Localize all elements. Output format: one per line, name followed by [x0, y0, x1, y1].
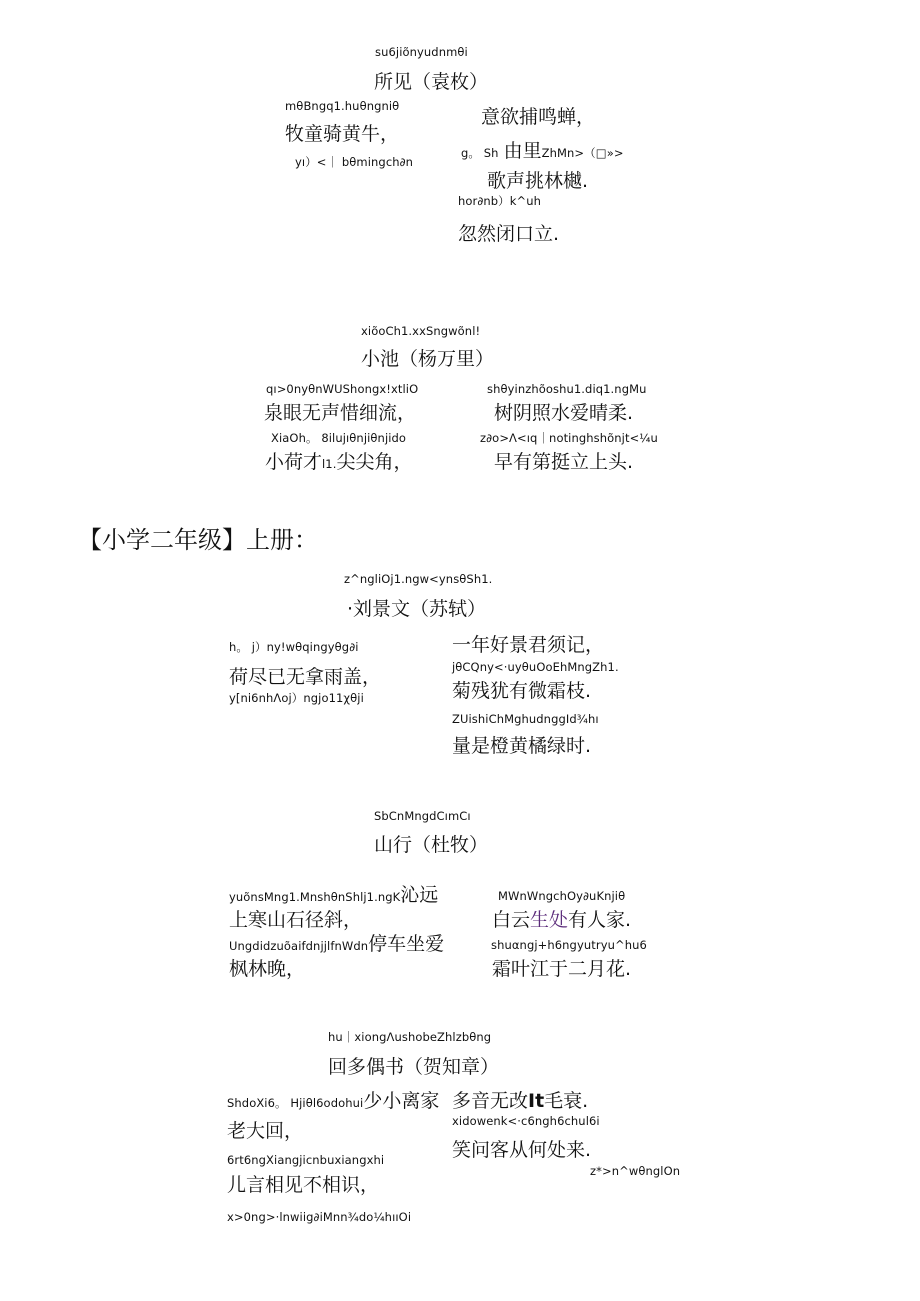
- poem2-pinyin-a: qı>0nyθnWUShongx!xtliO: [266, 382, 419, 396]
- poem1-title: 所见（袁枚）: [374, 71, 489, 93]
- poem1-pinyin-b: yı）<｜ bθmingch∂n: [295, 155, 414, 169]
- poem4-title-pinyin: SbCnMngdCımCı: [374, 809, 471, 823]
- poem3-pinyin-a: h。 j）ny!wθqingyθg∂i: [229, 640, 359, 654]
- poem4-pinyin-a: yuõnsMng1.MnshθnShlj1.ngK: [229, 890, 401, 904]
- poem4-pinyin-c: UngdidzuõaifdnjjlfnWdn: [229, 939, 369, 953]
- poem3-pinyin-b: y[ni6nhΛoj）ngjo11χθji: [229, 691, 364, 705]
- poem2-line-a: 泉眼无声惜细流，: [264, 402, 417, 424]
- poem2-title: 小池（杨万里）: [361, 348, 495, 370]
- poem5-line-c: 笑问客从何处来.: [452, 1139, 592, 1161]
- poem4-line-d: 霜叶江于二月花.: [492, 958, 632, 980]
- poem5-line-d: 儿言相见不相识，: [227, 1174, 380, 1196]
- poem1-line-c-big: 由里: [503, 140, 542, 162]
- poem3-line-a: 荷尽已无拿雨盖，: [229, 666, 382, 688]
- poem5-pinyin-e: z*>n^wθnglOn: [590, 1164, 681, 1178]
- poem1-line-b: 意欲捕鸣蝉，: [481, 106, 596, 128]
- poem1-line-d: 歌声挑林樾.: [487, 170, 589, 192]
- poem2-pinyin-b: shθyinzhõoshu1.diq1.ngMu: [487, 382, 647, 396]
- poem5-line-b: [452, 1092, 588, 1111]
- poem2-line-d: 早有第挺立上头.: [494, 451, 634, 473]
- poem3-pinyin-d: ZUishiChMghudnggId¾hı: [452, 712, 599, 726]
- poem2-line-c-part1: 小荷才: [265, 451, 323, 473]
- poem1-line-a: 牧童骑黄牛，: [285, 123, 400, 145]
- poem4-pinyin-c-row: [229, 935, 444, 954]
- poem3-pinyin-c: jθCQny<·uyθuOoEhMngZh1.: [452, 660, 619, 674]
- poem1-pinyin-e: hor∂nb）k^uh: [458, 194, 542, 208]
- poem5-pinyin-a: ShdoXi6。 Hjiθl6odohui: [227, 1096, 364, 1110]
- poem3-line-c: 菊残犹有微霜枝.: [452, 680, 592, 702]
- poem5-pinyin-a-row: [227, 1092, 439, 1111]
- poem4-pinyin-d: shuαngj+h6ngyutryu^hu6: [491, 938, 647, 952]
- poem1-line-c: [461, 142, 624, 161]
- poem2-pinyin-c: XiaOh。 8ilujıθnjiθnjido: [271, 431, 407, 445]
- poem1-line-c-suffix: ZhMn>（□»>: [541, 146, 624, 160]
- poem5-line-b-bold: It: [528, 1090, 545, 1112]
- poem3-title: ·刘景文（苏轼）: [347, 598, 487, 620]
- poem3-title-pinyin: z^ngliOj1.ngw<ynsθSh1.: [344, 572, 493, 586]
- poem4-line-b-part2: 有人家.: [568, 909, 632, 931]
- poem5-title: 回多偶书（贺知章）: [328, 1056, 500, 1078]
- poem1-title-pinyin: su6jiõnyudnmθi: [375, 45, 468, 59]
- poem4-line-b-part1: 白云: [492, 909, 531, 931]
- poem3-line-d: 量是橙黄橘绿时.: [452, 735, 592, 757]
- section-heading: 【小学二年级】上册：: [78, 526, 318, 554]
- poem5-pinyin-a-cn: 少小离家: [363, 1090, 440, 1112]
- poem2-line-c-small: l1.: [322, 457, 337, 471]
- poem2-title-pinyin: xiõoCh1.xxSngwõnl!: [361, 324, 481, 338]
- poem5-pinyin-b: xidowenk<·c6ngh6chul6i: [452, 1114, 600, 1128]
- poem5-line-b-part1: 多音无改: [452, 1090, 529, 1112]
- poem2-line-b: 树阴照水爱晴柔.: [494, 402, 634, 424]
- poem5-line-b-part2: 毛衰.: [544, 1090, 589, 1112]
- poem2-line-c: [265, 453, 413, 472]
- poem5-title-pinyin: hu｜xiongΛushobeZhlzbθng: [328, 1030, 492, 1044]
- poem4-line-a: 上寒山石径斜，: [229, 909, 363, 931]
- poem4-pinyin-b: MWnWngchOy∂uKnjiθ: [498, 889, 626, 903]
- poem1-line-e: 忽然闭口立.: [458, 223, 560, 245]
- poem5-pinyin-f: x>0ng>·lnwiig∂iMnn¾do¼hııOi: [227, 1210, 412, 1224]
- poem4-pinyin-a-row: [229, 886, 438, 905]
- poem4-line-b-purple: 生处: [530, 909, 569, 931]
- poem5-pinyin-c: 6rt6ngXiangjicnbuxiangxhi: [227, 1153, 385, 1167]
- poem4-line-b: [492, 911, 631, 930]
- poem4-line-c: 枫林晚，: [229, 958, 306, 980]
- poem5-line-a: 老大回，: [227, 1120, 304, 1142]
- poem4-pinyin-a-cn: 沁远: [400, 884, 439, 906]
- poem2-pinyin-d: z∂o>Λ<ıq｜notinghshõnjt<¼u: [480, 431, 658, 445]
- poem4-title: 山行（杜牧）: [374, 834, 489, 856]
- poem4-pinyin-c-cn: 停车坐爱: [368, 933, 445, 955]
- poem2-line-c-part2: 尖尖角，: [336, 451, 413, 473]
- poem3-line-b: 一年好景君须记，: [452, 634, 605, 656]
- poem1-pinyin-a: mθBngq1.huθngniθ: [285, 99, 400, 113]
- poem1-line-c-prefix: g。 Sh: [461, 146, 499, 160]
